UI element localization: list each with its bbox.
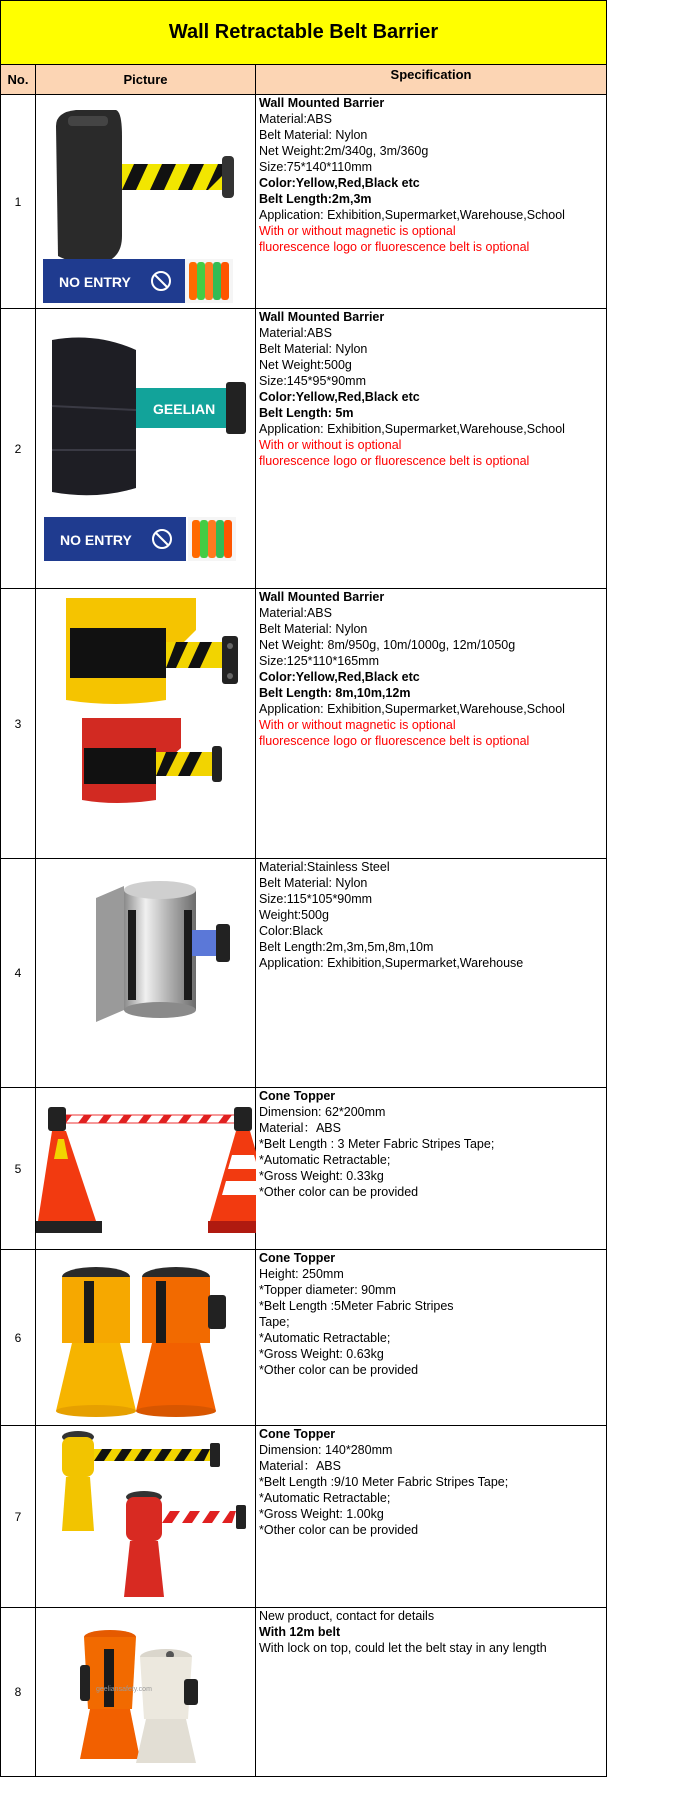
spec-line: Color:Yellow,Red,Black etc [259, 176, 420, 190]
spec-line: *Other color can be provided [259, 1185, 419, 1199]
specification-cell [256, 1426, 607, 1608]
spec-line: Color:Black [259, 924, 323, 938]
watermark-label: geeliansafety.com [96, 1685, 152, 1693]
specification-cell [256, 859, 607, 1088]
spec-line: New product, contact for details [259, 1609, 435, 1623]
spec-line: *Topper diameter: 90mm [259, 1283, 396, 1297]
spec-line: Dimension: 140*280mm [259, 1443, 393, 1457]
spec-line: Wall Mounted Barrier [259, 310, 385, 324]
spec-line: Material：ABS [259, 1459, 341, 1473]
spec-line: Size:125*110*165mm [259, 654, 379, 668]
spec-line: Application: Exhibition,Supermarket,Warehouse,School [259, 208, 565, 222]
row-number: 3 [1, 589, 36, 859]
row-number: 5 [1, 1088, 36, 1250]
spec-line: Belt Material: Nylon [259, 622, 368, 636]
specification-cell [256, 1608, 607, 1777]
spec-line: *Belt Length :5Meter Fabric Stripes [259, 1299, 454, 1313]
geelian-label: GEELIAN [153, 400, 216, 417]
spec-line: Weight:500g [259, 908, 329, 922]
table-row [1, 95, 607, 309]
product-picture [36, 589, 256, 859]
table-row [1, 859, 607, 1088]
spec-line: Net Weight:500g [259, 358, 352, 372]
spec-line: With or without is optional [259, 438, 402, 452]
spec-line: Belt Length:2m,3m,5m,8m,10m [259, 940, 434, 954]
spec-line: Size:145*95*90mm [259, 374, 367, 388]
row-number: 1 [1, 95, 36, 309]
spec-line: *Automatic Retractable; [259, 1153, 391, 1167]
header-no: No. [1, 65, 36, 95]
spec-line: fluorescence logo or fluorescence belt is optional [259, 454, 530, 468]
row-number: 7 [1, 1426, 36, 1608]
product-picture [36, 859, 256, 1088]
spec-line: Belt Length: 8m,10m,12m [259, 686, 411, 700]
spec-line: Net Weight:2m/340g, 3m/360g [259, 144, 429, 158]
product-picture [36, 95, 256, 309]
spec-line: *Automatic Retractable; [259, 1491, 391, 1505]
spec-line: fluorescence logo or fluorescence belt is optional [259, 240, 530, 254]
spec-line: *Gross Weight: 1.00kg [259, 1507, 384, 1521]
spec-line: Material:ABS [259, 606, 332, 620]
table-row [1, 589, 607, 859]
spec-line: Belt Material: Nylon [259, 128, 368, 142]
specification-cell [256, 589, 607, 859]
table-row [1, 1088, 607, 1250]
cone-topper-pair-image [36, 1089, 256, 1249]
no-entry-label: NO ENTRY [60, 531, 132, 548]
header-picture: Picture [36, 65, 256, 95]
row-number: 6 [1, 1250, 36, 1426]
specification-cell [256, 95, 607, 309]
product-picture [36, 309, 256, 589]
stainless-barrier-image [36, 860, 256, 1087]
wall-barrier-black-image [36, 96, 256, 308]
spec-line: fluorescence logo or fluorescence belt is optional [259, 734, 530, 748]
spec-line: Size:75*140*110mm [259, 160, 373, 174]
spec-line: Application: Exhibition,Supermarket,Warehouse [259, 956, 524, 970]
spec-line: Material:ABS [259, 112, 332, 126]
header-specification: Specification [256, 65, 607, 95]
cone-topper-lock-image [36, 1609, 256, 1776]
spec-line: With or without magnetic is optional [259, 718, 456, 732]
table-row [1, 1608, 607, 1777]
wall-barrier-teal-image [36, 310, 256, 588]
wall-barrier-yellow-red-image [36, 590, 256, 858]
table-row [1, 1426, 607, 1608]
spec-line: Height: 250mm [259, 1267, 344, 1281]
row-number: 2 [1, 309, 36, 589]
spec-line: Tape; [259, 1315, 290, 1329]
cone-topper-orange-image [36, 1251, 256, 1425]
spec-line: Application: Exhibition,Supermarket,Warehouse,School [259, 422, 565, 436]
spec-line: With 12m belt [259, 1625, 341, 1639]
specification-cell [256, 1250, 607, 1426]
table-row [1, 1250, 607, 1426]
specification-cell [256, 309, 607, 589]
table-row [1, 309, 607, 589]
row-number: 8 [1, 1608, 36, 1777]
cone-topper-yellow-red-image [36, 1427, 256, 1607]
spec-line: Material:Stainless Steel [259, 860, 390, 874]
product-picture [36, 1088, 256, 1250]
spec-line: Material:ABS [259, 326, 332, 340]
spec-line: With or without magnetic is optional [259, 224, 456, 238]
spec-line: Material：ABS [259, 1121, 341, 1135]
product-picture [36, 1608, 256, 1777]
no-entry-label: NO ENTRY [59, 273, 131, 290]
spec-line: *Automatic Retractable; [259, 1331, 391, 1345]
spec-line: Cone Topper [259, 1427, 336, 1441]
spec-line: *Belt Length :9/10 Meter Fabric Stripes Tape; [259, 1475, 509, 1489]
product-picture [36, 1250, 256, 1426]
page-title: Wall Retractable Belt Barrier [1, 1, 607, 65]
spec-line: Cone Topper [259, 1251, 336, 1265]
spec-line: Size:115*105*90mm [259, 892, 373, 906]
specification-cell [256, 1088, 607, 1250]
spec-line: Belt Material: Nylon [259, 342, 368, 356]
spec-line: Net Weight: 8m/950g, 10m/1000g, 12m/1050g [259, 638, 516, 652]
spec-line: *Other color can be provided [259, 1363, 419, 1377]
spec-line: Belt Material: Nylon [259, 876, 368, 890]
row-number: 4 [1, 859, 36, 1088]
spec-line: Wall Mounted Barrier [259, 590, 385, 604]
spec-line: Dimension: 62*200mm [259, 1105, 386, 1119]
spec-line: Application: Exhibition,Supermarket,Warehouse,School [259, 702, 565, 716]
spec-line: Color:Yellow,Red,Black etc [259, 390, 420, 404]
spec-line: *Other color can be provided [259, 1523, 419, 1537]
spec-line: Belt Length: 5m [259, 406, 354, 420]
spec-line: Cone Topper [259, 1089, 336, 1103]
spec-line: *Belt Length : 3 Meter Fabric Stripes Tape; [259, 1137, 495, 1151]
product-picture [36, 1426, 256, 1608]
spec-line: Wall Mounted Barrier [259, 96, 385, 110]
spec-line: *Gross Weight: 0.63kg [259, 1347, 384, 1361]
spec-line: With lock on top, could let the belt stay in any length [259, 1641, 547, 1655]
spec-line: Color:Yellow,Red,Black etc [259, 670, 420, 684]
spec-line: Belt Length:2m,3m [259, 192, 372, 206]
spec-line: *Gross Weight: 0.33kg [259, 1169, 384, 1183]
